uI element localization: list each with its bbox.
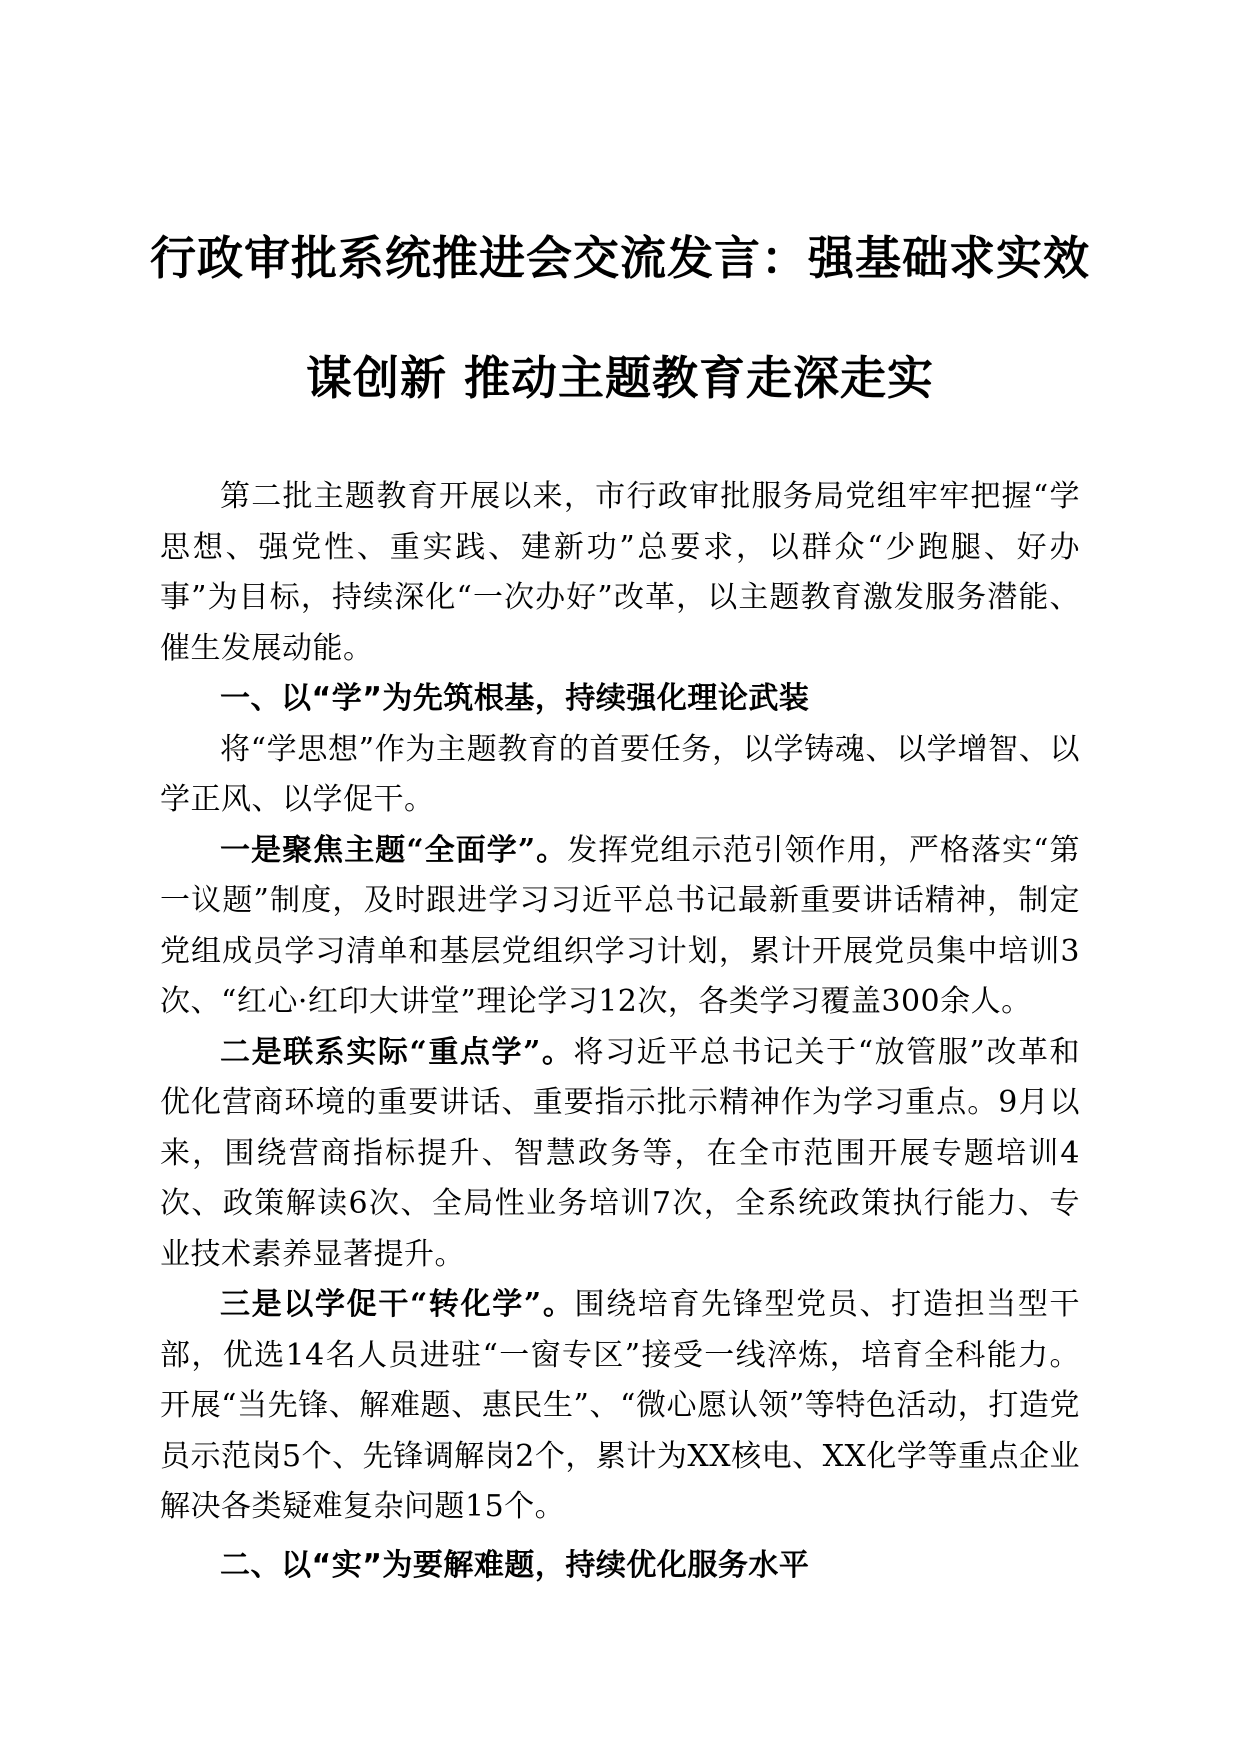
section-1-heading: 一、以“学”为先筑根基，持续强化理论武装	[220, 681, 810, 716]
item-1-lead: 一是聚焦主题“全面学”。	[220, 832, 568, 868]
document-title-line-2: 谋创新 推动主题教育走深走实	[305, 351, 934, 405]
item-2-text: 将习近平总书记关于“放管服”改革和优化营商环境的重要讲话、重要指示批示精神作为学习重点。9月以来，围绕营商指标提升、智慧政务等，在全市范围开展专题培训4次、政策解读6次、全局性业务培训7次，全系统政策执行能力、专业技术素养显著提升。	[160, 1034, 1080, 1272]
section-1-item-3	[160, 1280, 1080, 1533]
intro-paragraph: 第二批主题教育开展以来，市行政审批服务局党组牢牢把握“学思想、强党性、重实践、建新功”总要求，以群众“少跑腿、好办事”为目标，持续深化“一次办好”改革，以主题教育激发服务潜能、催生发展动能。	[160, 479, 1080, 666]
item-2-lead: 二是联系实际“重点学”。	[220, 1034, 574, 1070]
section-1-item-2	[160, 1028, 1080, 1281]
section-1-item-1	[160, 826, 1080, 1028]
document-title-line-1: 行政审批系统推进会交流发言：强基础求实效	[150, 231, 1090, 285]
document-body	[160, 472, 1080, 1591]
item-3-lead: 三是以学促干“转化学”。	[220, 1287, 575, 1322]
section-1-intro: 将“学思想”作为主题教育的首要任务，以学铸魂、以学增智、以学正风、以学促干。	[160, 731, 1080, 817]
section-2-heading: 二、以“实”为要解难题，持续优化服务水平	[220, 1547, 810, 1583]
item-3-text: 围绕培育先锋型党员、打造担当型干部，优选14名人员进驻“一窗专区”接受一线淬炼，培育全科能力。开展“当先锋、解难题、惠民生”、“微心愿认领”等特色活动，打造党员示范岗5个、先锋调解岗2个，累计为XX核电、XX化学等重点企业解决各类疑难复杂问题15个。	[160, 1287, 1081, 1524]
item-1-text: 发挥党组示范引领作用，严格落实“第一议题”制度，及时跟进学习习近平总书记最新重要讲话精神，制定党组成员学习清单和基层党组织学习计划，累计开展党员集中培训3次、“红心·红印大讲堂”理论学习12次，各类学习覆盖300余人。	[160, 832, 1080, 1019]
